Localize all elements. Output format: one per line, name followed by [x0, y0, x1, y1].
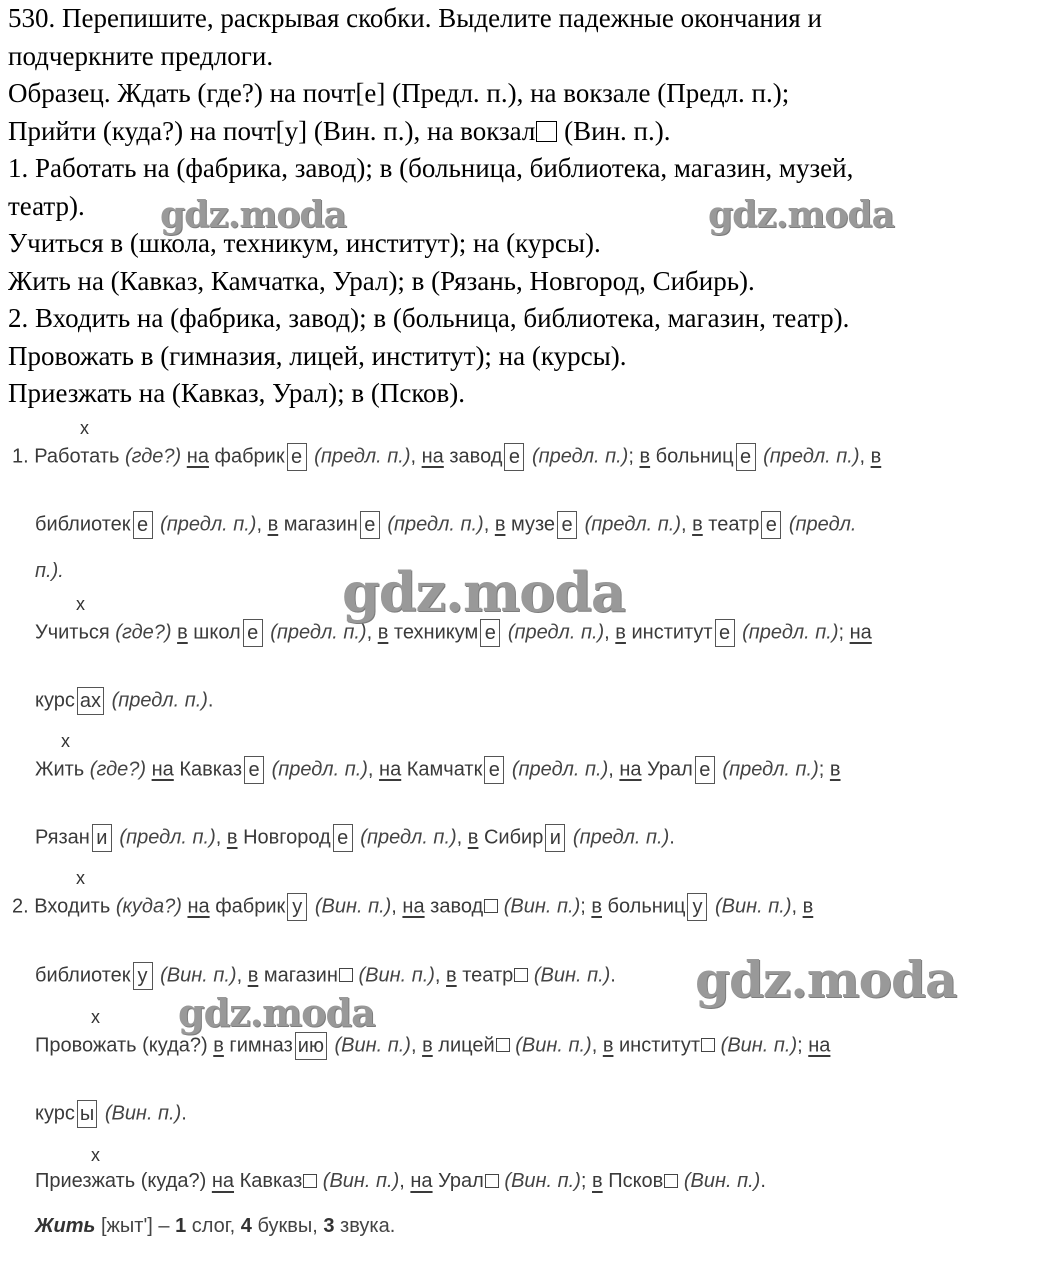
zero-ending-box [701, 1038, 715, 1052]
x-mark: x [76, 594, 85, 614]
punct: , [434, 964, 441, 987]
preposition: на [421, 445, 444, 468]
punct: . [669, 826, 675, 849]
case-label: (предл. п.) [572, 826, 670, 849]
x-mark: x [61, 731, 70, 751]
watermark: gdz.moda [708, 194, 894, 236]
ending-box: е [695, 756, 715, 784]
empty-ending-box [536, 121, 557, 142]
task-line-11: Приезжать на (Кавказ, Урал); в (Псков). [8, 378, 466, 408]
task-line-2: подчеркните предлоги. [8, 40, 274, 71]
preposition: в [422, 1034, 433, 1057]
word-stem: институт [619, 1034, 701, 1057]
punct: , [410, 445, 417, 468]
question: (куда?) [140, 1170, 207, 1192]
ending-box: е [484, 756, 504, 784]
punct: . [181, 1102, 187, 1125]
punct: , [680, 513, 687, 536]
preposition: на [186, 445, 209, 468]
case-label: (предл. п.) [742, 621, 839, 644]
case-label: (предл. п.) [531, 445, 629, 468]
answer-line-5b [35, 962, 616, 990]
verb: Входить [34, 895, 111, 918]
ending-box: и [545, 824, 565, 852]
word-stem: магазин [263, 964, 338, 987]
zero-ending-box [303, 1174, 317, 1188]
word-stem: лицей [438, 1034, 495, 1057]
case-label: (предл. п.) [387, 513, 484, 536]
watermark: gdz.moda [342, 560, 625, 624]
word-stem: музе [511, 513, 556, 536]
punct: . [760, 1170, 766, 1192]
punct: , [591, 1034, 598, 1057]
case-label: (Вин. п.) [503, 895, 581, 918]
word-stem: Урал [438, 1170, 484, 1192]
case-label: (Вин. п.) [720, 1034, 798, 1057]
case-label: (Вин. п.) [104, 1102, 182, 1125]
preposition: в [377, 621, 389, 644]
preposition: в [494, 513, 506, 536]
word-stem: завод [430, 895, 484, 918]
case-label: (Вин. п.) [314, 895, 392, 918]
word-stem: завод [449, 445, 503, 468]
punct: , [366, 621, 373, 644]
preposition: в [615, 621, 626, 644]
x-mark: x [91, 1145, 100, 1165]
ending-box: у [133, 962, 153, 990]
punct: ; [797, 1034, 803, 1057]
footer-num-3: 3 [323, 1215, 335, 1237]
punct: , [859, 445, 866, 468]
punct: ; [580, 895, 586, 918]
word-stem: институт [631, 621, 713, 644]
footer-text-1: слог, [191, 1215, 236, 1237]
case-label: (предл. п.) [270, 621, 367, 644]
preposition: в [639, 445, 651, 468]
case-label: (предл. п.) [507, 621, 605, 644]
verb: Провожать [35, 1034, 137, 1057]
watermark: gdz.moda [178, 990, 375, 1035]
preposition: на [410, 1170, 433, 1192]
punct: ; [818, 758, 825, 781]
word-stem: библиотек [35, 513, 131, 536]
case-label: (Вин. п.) [533, 964, 611, 987]
word-stem: Камчатк [406, 758, 483, 781]
task-line-1: 530. Перепишите, раскрывая скобки. Выделите падежные окончания и [8, 3, 822, 33]
word-stem: курс [35, 689, 75, 712]
preposition: в [226, 826, 238, 849]
zero-ending-box [514, 968, 528, 982]
case-label: (Вин. п.) [515, 1034, 592, 1057]
ending-box: ы [77, 1100, 97, 1128]
zero-ending-box [496, 1038, 510, 1052]
case-label: (предл. п.) [160, 513, 257, 536]
task-line-5: 1. Работать на (фабрика, завод); в (больница, библиотека, магазин, музей, [8, 153, 854, 183]
word-stem: курс [35, 1102, 75, 1125]
ending-box: ах [77, 687, 104, 715]
preposition: в [247, 964, 259, 987]
case-label: (предл. п.) [722, 758, 819, 781]
preposition: на [619, 758, 642, 781]
task-line-3: Образец. Ждать (где?) на почт[е] (Предл. п.), на вокзале (Предл. п.); [8, 78, 790, 108]
answer-line-6 [35, 1032, 830, 1060]
word-stem: театр [462, 964, 514, 987]
watermark: gdz.moda [695, 950, 957, 1009]
preposition: в [446, 964, 457, 987]
preposition: в [802, 895, 814, 918]
question: (где?) [115, 621, 172, 644]
case-label: (предл. п.) [360, 826, 457, 849]
zero-ending-box [484, 899, 498, 913]
x-mark: x [80, 418, 89, 438]
watermark: gdz.moda [160, 194, 346, 236]
zero-ending-box [664, 1174, 678, 1188]
case-label: (предл. п.) [511, 758, 609, 781]
word-stem: гимназ [229, 1034, 293, 1057]
preposition: на [151, 758, 174, 781]
word-stem: Урал [647, 758, 693, 781]
preposition: на [849, 621, 872, 644]
ending-box: е [243, 619, 263, 647]
word-stem: техникум [393, 621, 479, 644]
question: (куда?) [115, 895, 182, 918]
case-label: (Вин. п.) [334, 1034, 411, 1057]
punct: , [791, 895, 798, 918]
footer-num-2: 4 [240, 1215, 252, 1237]
question: (куда?) [142, 1034, 208, 1057]
x-mark: x [76, 868, 85, 888]
preposition: в [602, 1034, 614, 1057]
case-label: (предл. п.) [119, 826, 216, 849]
punct: . [207, 689, 214, 712]
verb: Жить [35, 758, 85, 781]
punct: ; [628, 445, 634, 468]
case-label: (предл. п.) [111, 689, 208, 712]
answer-line-5 [12, 893, 813, 921]
word-stem: Сибир [483, 826, 544, 849]
ending-box: е [333, 824, 353, 852]
footer-num-1: 1 [175, 1215, 187, 1237]
preposition: на [808, 1034, 831, 1057]
answer-line-1 [12, 443, 881, 471]
ending-box: е [480, 619, 500, 647]
word-stem: Новгород [243, 826, 331, 849]
ending-box: е [504, 443, 524, 471]
verb: Учиться [35, 621, 110, 644]
answer-line-7 [35, 1170, 766, 1193]
answer-line-6b [35, 1100, 187, 1128]
task-line-4-text: Прийти (куда?) на почт[у] (Вин. п.), на вокзал [8, 115, 536, 146]
punct: , [236, 964, 243, 987]
footer-text-2: буквы, [257, 1215, 318, 1237]
footer-word: Жить [35, 1215, 96, 1237]
preposition: на [211, 1170, 235, 1192]
preposition: в [467, 826, 479, 849]
item-number: 2. [12, 895, 29, 918]
ending-box: е [360, 511, 380, 539]
answer-line-4 [35, 756, 841, 784]
footer-text-3: звука. [340, 1215, 396, 1237]
ending-box: и [92, 824, 112, 852]
question: (где?) [89, 758, 147, 781]
word-stem: школ [193, 621, 241, 644]
ending-box: ию [295, 1032, 327, 1060]
x-mark: x [91, 1007, 100, 1027]
case-label: (Вин. п.) [358, 964, 435, 987]
punct: , [391, 895, 397, 918]
task-line-8: Жить на (Кавказ, Камчатка, Урал); в (Рязань, Новгород, Сибирь). [8, 265, 755, 296]
ending-box: е [736, 443, 756, 471]
task-line-10: Провожать в (гимназия, лицей, институт); на (курсы). [8, 340, 627, 371]
footer-transcription: [жыт'] [100, 1215, 153, 1237]
ending-box: е [715, 619, 735, 647]
word-stem: театр [708, 513, 760, 536]
punct: , [367, 758, 374, 781]
punct: . [610, 964, 616, 987]
answer-line-2b: п.). [35, 560, 64, 582]
preposition: в [177, 621, 188, 644]
word-stem: Кавказ [179, 758, 242, 781]
ending-box: е [287, 443, 307, 471]
case-label: (предл. п.) [271, 758, 368, 781]
word-stem: фабрик [214, 445, 285, 468]
phonetic-footer [35, 1215, 395, 1238]
case-label: (предл. п.) [763, 445, 860, 468]
word-stem: фабрик [215, 895, 286, 918]
preposition: в [592, 1170, 603, 1192]
punct: , [483, 513, 490, 536]
word-stem: Псков [608, 1170, 664, 1192]
case-label: (Вин. п.) [683, 1170, 761, 1192]
case-label: (Вин. п.) [322, 1170, 400, 1192]
word-stem: Рязан [35, 826, 90, 849]
case-label: (предл. [788, 513, 857, 536]
ending-box: у [287, 893, 307, 921]
ending-box: у [687, 893, 707, 921]
task-line-4 [8, 113, 1033, 151]
case-label: (Вин. п.) [160, 964, 237, 987]
ending-box: е [557, 511, 577, 539]
question: (где?) [124, 445, 182, 468]
task-line-7: Учиться в (школа, техникум, институт); на (курсы). [8, 228, 601, 258]
punct: , [256, 513, 263, 536]
preposition: в [213, 1034, 224, 1057]
verb: Работать [34, 445, 120, 468]
preposition: в [829, 758, 841, 781]
preposition: на [379, 758, 402, 781]
task-line-6: театр). [8, 190, 85, 221]
ending-box: е [244, 756, 264, 784]
case-label: (предл. п.) [584, 513, 681, 536]
case-label: (Вин. п.) [504, 1170, 581, 1192]
answer-line-2 [35, 511, 856, 539]
preposition: на [187, 895, 210, 918]
case-label: (предл. п.) [314, 445, 411, 468]
footer-dash: – [158, 1215, 170, 1237]
word-stem: больниц [655, 445, 734, 468]
punct: , [399, 1170, 405, 1192]
zero-ending-box [339, 968, 353, 982]
word-stem: библиотек [35, 964, 131, 987]
punct: , [608, 758, 614, 781]
preposition: в [692, 513, 703, 536]
punct: ; [580, 1170, 587, 1192]
preposition: на [402, 895, 425, 918]
answer-line-4b [35, 824, 675, 852]
task-line-9: 2. Входить на (фабрика, завод); в (больница, библиотека, магазин, театр). [8, 303, 850, 333]
ending-box: е [133, 511, 153, 539]
punct: ; [838, 621, 845, 644]
word-stem: магазин [283, 513, 358, 536]
answer-line-3b [35, 687, 213, 715]
preposition: в [591, 895, 602, 918]
zero-ending-box [485, 1174, 499, 1188]
punct: , [410, 1034, 417, 1057]
preposition: в [267, 513, 279, 536]
word-stem: больниц [607, 895, 686, 918]
punct: , [604, 621, 610, 644]
verb: Приезжать [35, 1170, 136, 1192]
ending-box: е [761, 511, 781, 539]
word-stem: Кавказ [239, 1170, 303, 1192]
task-line-4-tail: (Вин. п.). [564, 115, 671, 146]
preposition: в [870, 445, 882, 468]
punct: , [456, 826, 463, 849]
case-label: (Вин. п.) [715, 895, 792, 918]
punct: , [215, 826, 222, 849]
item-number: 1. [12, 445, 29, 468]
